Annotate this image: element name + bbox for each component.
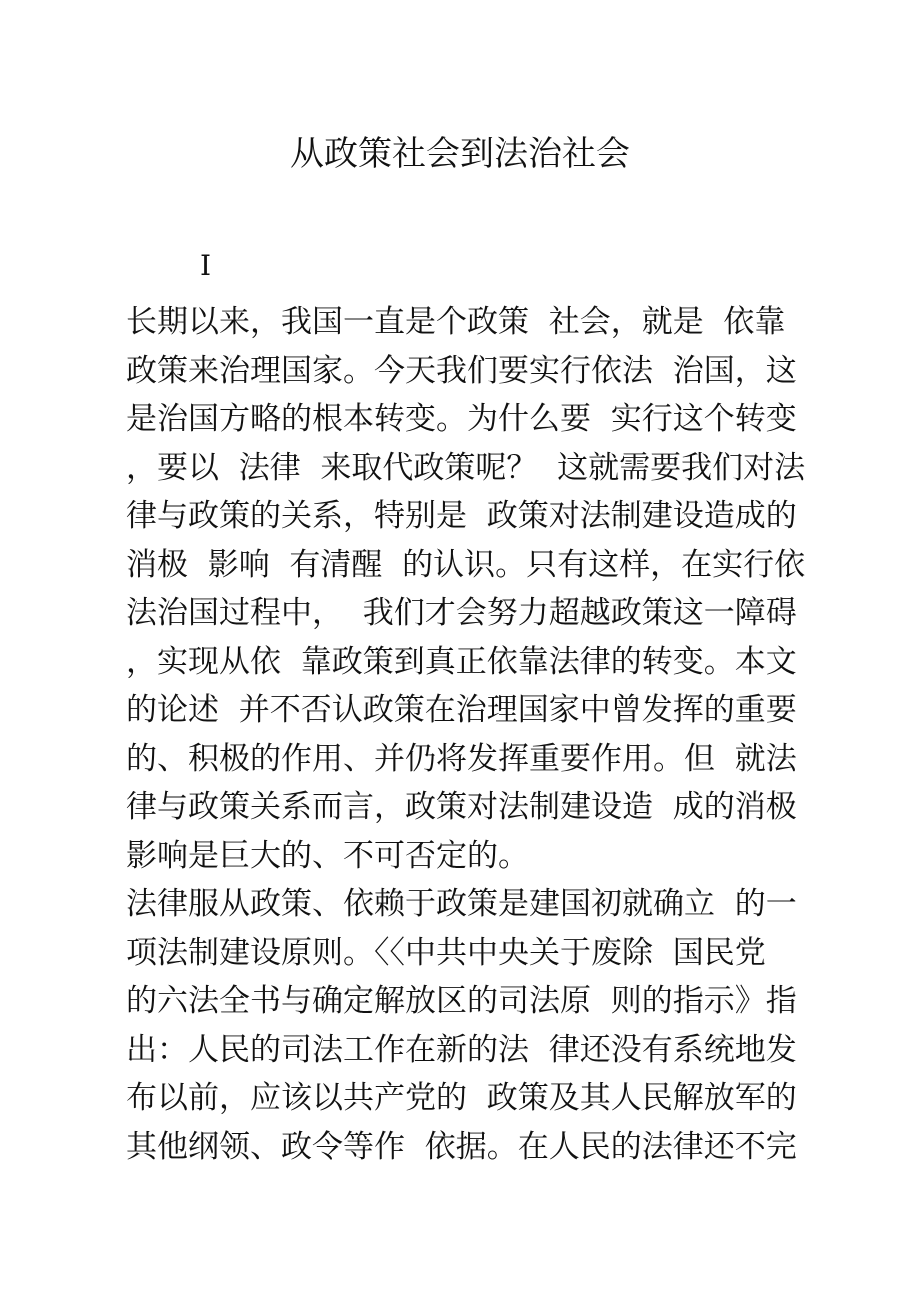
- text-line: ，实现从依 靠政策到真正依靠法律的转变。本文: [126, 643, 797, 680]
- text-line: 政策来治理国家。今天我们要实行依法 治国，这: [126, 352, 797, 389]
- text-line: 的论述 并不否认政策在治理国家中曾发挥的重要: [126, 692, 797, 728]
- text-line: 的六法全书与确定解放区的司法原 则的指示》指: [126, 983, 797, 1019]
- text-line: 消极 影响 有清醒 的认识。只有这样，在实行依: [126, 546, 806, 583]
- text-line: 律与政策关系而言，政策对法制建设造 成的消极: [126, 789, 797, 825]
- section-number: I: [200, 249, 212, 282]
- text-line: 项法制建设原则。〈〈中共中央关于废除 国民党: [126, 934, 766, 971]
- text-line: 影响是巨大的、不可否定的。: [126, 837, 529, 874]
- text-line: 的、积极的作用、并仍将发挥重要作用。但 就法: [126, 740, 797, 777]
- text-line: 是治国方略的根本转变。为什么要 实行这个转变: [126, 401, 797, 437]
- text-line: 法律服从政策、依赖于政策是建国初就确立 的一: [126, 886, 797, 922]
- document-title: 从政策社会到法治社会: [290, 134, 630, 174]
- text-line: ，要以 法律 来取代政策呢？ 这就需要我们对法: [126, 449, 806, 486]
- body-text: [126, 298, 806, 1171]
- text-line: 法治国过程中， 我们才会努力超越政策这一障碍: [126, 595, 797, 631]
- text-line: 长期以来，我国一直是个政策 社会，就是 依靠: [126, 304, 786, 340]
- text-line: 其他纲领、政令等作 依据。在人民的法律还不完: [126, 1128, 797, 1165]
- text-line: 出：人民的司法工作在新的法 律还没有系统地发: [126, 1031, 797, 1068]
- text-line: 律与政策的关系，特别是 政策对法制建设造成的: [126, 498, 797, 534]
- text-line: 布以前，应该以共产党的 政策及其人民解放军的: [126, 1080, 797, 1116]
